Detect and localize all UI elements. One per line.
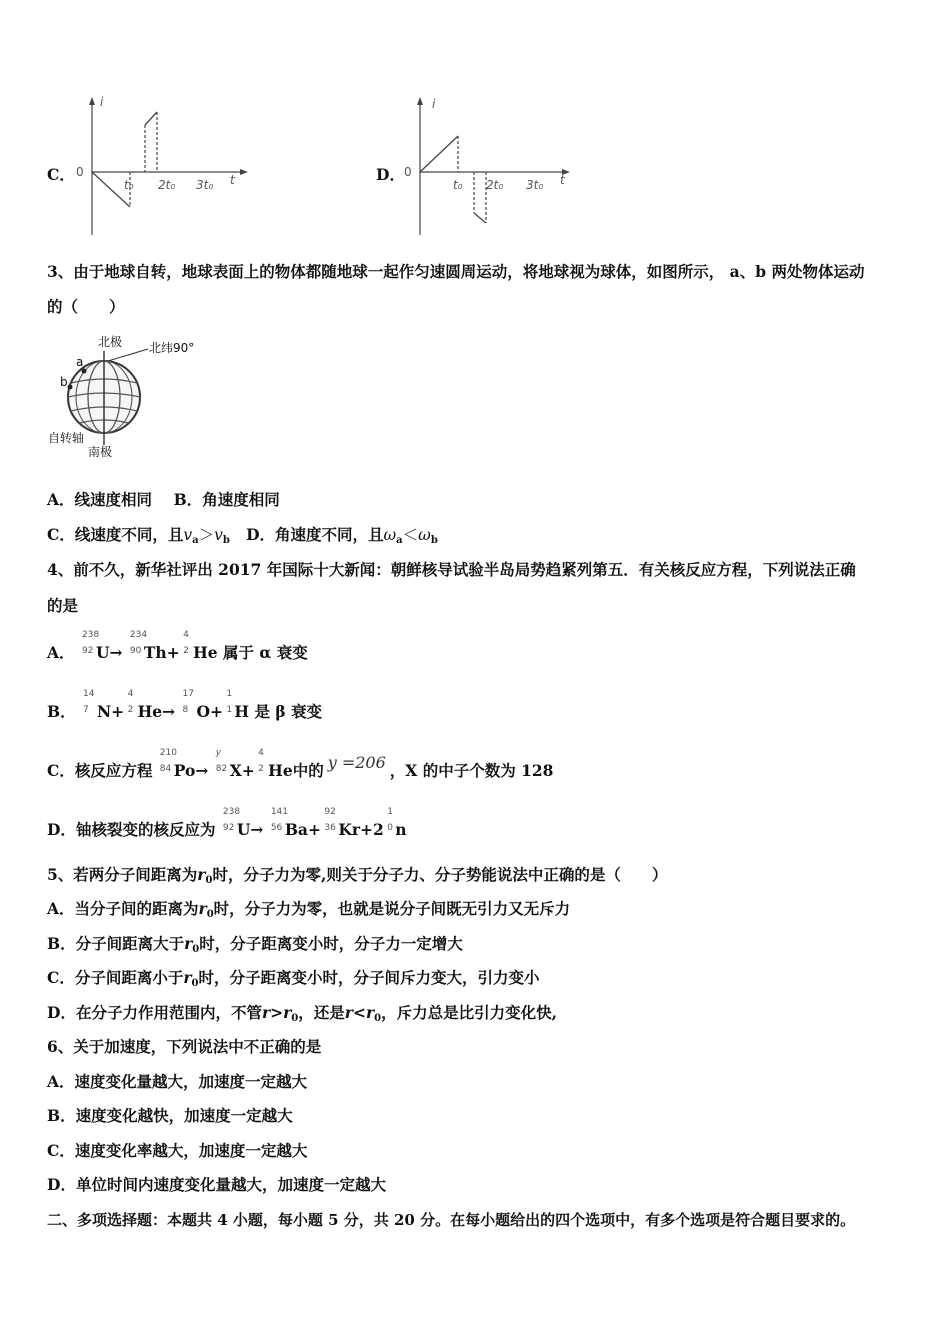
graph-c [72,95,252,240]
q3-option-b: B．角速度相同 [173,490,280,509]
graph-d [400,95,580,240]
graph-c-y-label: i [100,95,104,109]
q4-stem-line1: 4、前不久，新华社评出 2017 年国际十大新闻：朝鲜核导试验半岛局势趋紧列第五．有关核反应方程，下列说法正确 [47,560,856,579]
q4-stem-line2: 的是 [47,596,79,615]
q4-option-b: B． 14 7 N+ 4 2 He→ 17 8 O+ 1 1 H 是 β 衰变 [47,689,323,721]
q3-options-ab [47,490,280,510]
q6-option-b: B．速度变化越快，加速度一定越大 [47,1106,293,1125]
q3-options-cd [47,525,438,551]
q6-stem: 6、关于加速度，下列说法中不正确的是 [47,1037,322,1056]
graph-d-y-label: i [432,97,436,111]
option-c-label: C． [47,165,75,184]
graph-d-origin: 0 [404,165,412,179]
graph-d-tick-1: t₀ [453,178,463,192]
globe-south-pole-label: 南极 [88,445,113,459]
graph-d-tick-3: 3t₀ [526,178,544,192]
q4-option-c: C．核反应方程 210 84 Po→ y 82 X+ 4 2 He中的 y =206 ，X 的中子个数为 128 [47,748,554,780]
graph-d-x-label: t [560,173,565,187]
graph-c-tick-1: t₀ [124,178,134,192]
graph-c-origin: 0 [76,165,84,179]
globe-point-a-label: a [76,355,84,369]
q3-stem-line1: 3、由于地球自转，地球表面上的物体都随地球一起作匀速圆周运动，将地球视为球体，如图所示， a、b 两处物体运动 [47,262,865,281]
globe-point-b-label: b [60,375,68,389]
graph-c-x-label: t [230,173,235,187]
q5-option-b: B．分子间距离大于r0时，分子距离变小时，分子力一定增大 [47,934,463,955]
q5-option-c: C．分子间距离小于r0时，分子距离变小时，分子间斥力变大，引力变小 [47,968,540,989]
q6-option-d: D．单位时间内速度变化量越大，加速度一定越大 [47,1175,386,1194]
earth-globe-figure [46,335,211,464]
globe-north-pole-label: 北极 [98,335,123,349]
q4-option-a: A． 238 92 U→ 234 90 Th+ 4 2 He 属于 α 衰变 [47,630,308,662]
graph-c-tick-3: 3t₀ [196,178,214,192]
q4-option-d: D．铀核裂变的核反应为 238 92 U→ 141 56 Ba+ 92 36 Kr+2 1 0 n [47,807,407,839]
section-2-heading: 二、多项选择题：本题共 4 小题，每小题 5 分，共 20 分。在每小题给出的四个选项中，有多个选项是符合题目要求的。 [47,1211,856,1229]
option-d-label: D． [376,165,405,184]
globe-axis-label: 自转轴 [48,431,85,445]
q3-option-d: D．角速度不同，且ωa＜ωb [246,525,438,546]
globe-latitude-label: 北纬90° [149,341,195,355]
graph-c-tick-2: 2t₀ [158,178,176,192]
q5-stem: 5、若两分子间距离为r0时，分子力为零,则关于分子力、分子势能说法中正确的是（ ） [47,865,668,886]
q5-option-a: A．当分子间的距离为r0时，分子力为零，也就是说分子间既无引力又无斥力 [47,899,571,920]
graph-d-tick-2: 2t₀ [486,178,504,192]
q3-option-a: A．线速度相同 [47,490,153,509]
q5-option-d: D．在分子力作用范围内，不管r>r0，还是r<r0，斥力总是比引力变化快, [47,1003,557,1024]
q6-option-a: A．速度变化量越大，加速度一定越大 [47,1072,308,1091]
q6-option-c: C．速度变化率越大，加速度一定越大 [47,1141,308,1160]
q3-option-c: C．线速度不同，且va＞vb [47,525,230,546]
q3-stem-line2: 的（ ） [47,297,125,316]
